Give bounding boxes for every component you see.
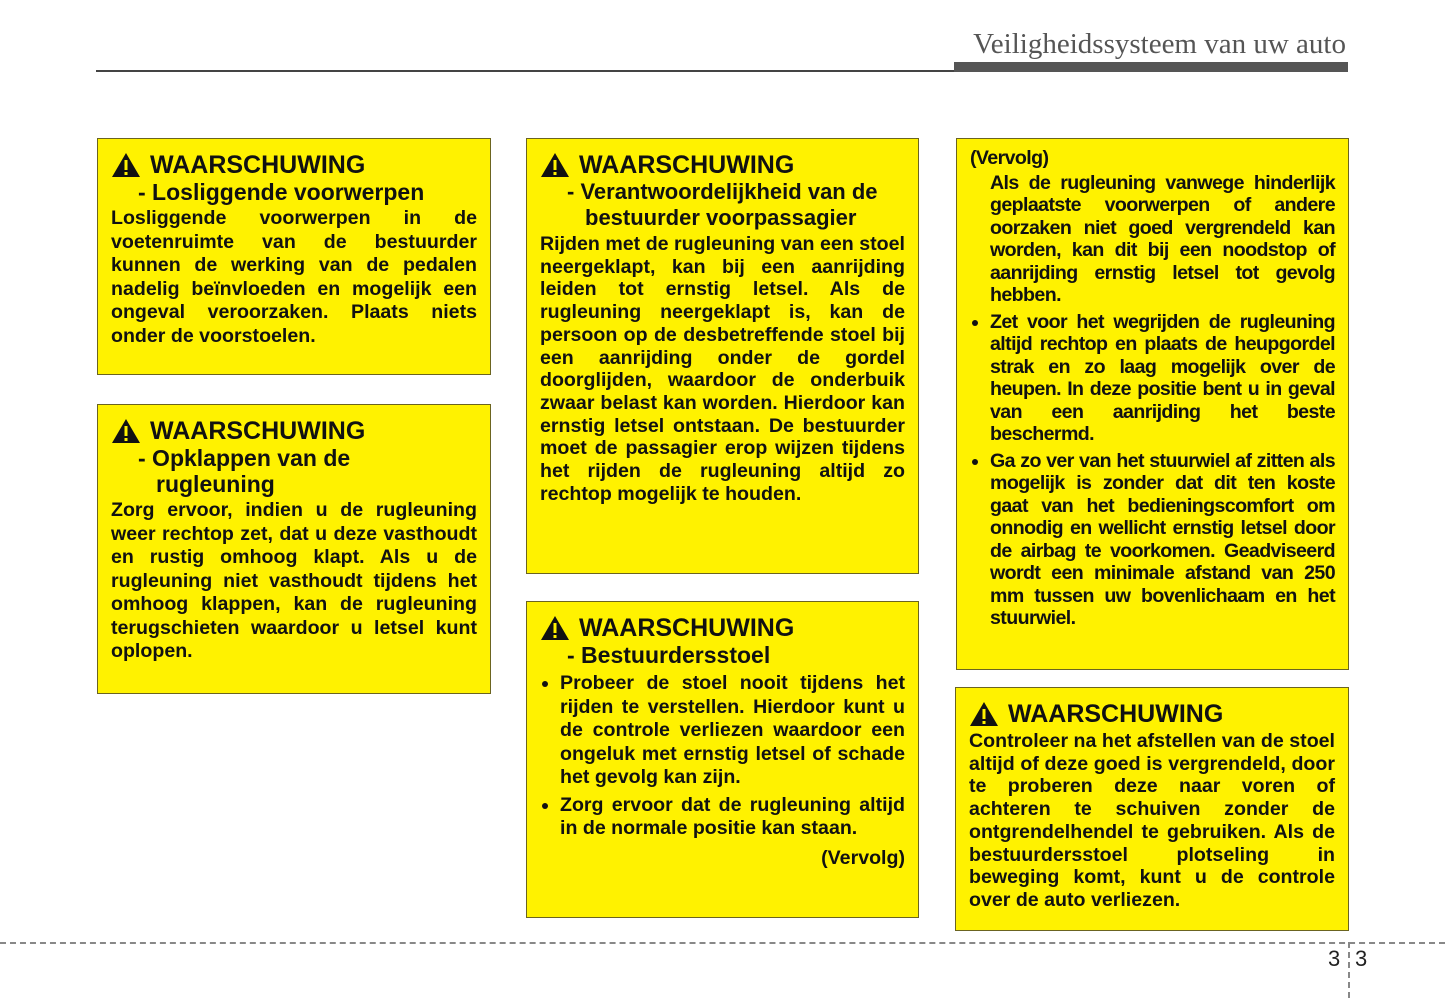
warning-triangle-icon bbox=[111, 418, 141, 444]
warning-subtitle: - Losliggende voorwerpen bbox=[138, 179, 425, 205]
warning-subtitle-2: rugleuning bbox=[156, 471, 275, 497]
page-number: 3 bbox=[1355, 946, 1368, 971]
chapter-number: 3 bbox=[1328, 946, 1341, 971]
warning-body: Losliggende voorwerpen in de voetenruimte van de bestuurder kunnen de werking van de pedalen nadelig beïnvloeden en mogelijk een ongeval veroorzaken. Plaats niets onder de voorstoelen. bbox=[111, 207, 477, 347]
heading-text: WAARSCHUWING bbox=[579, 151, 795, 179]
list-item: • Zet voor het wegrijden de rugleuning altijd rechtop en plaats de heupgordel strak en zo laag mogelijk over de heupen. In deze positie bent u in geval van een aanrijding het beste beschermd. bbox=[990, 311, 1335, 446]
footer-dashed-divider bbox=[1348, 942, 1350, 998]
list-item: • Probeer de stoel nooit tijdens het rijden te verstellen. Hierdoor kunt u de controle verliezen waardoor een ongeluk met ernstig letsel of schade het gevolg kan zijn. bbox=[560, 672, 905, 790]
warning-box-responsibility bbox=[526, 138, 919, 574]
list-item: • Ga zo ver van het stuurwiel af zitten als mogelijk is zonder dat dit ten koste gaat van het bedieningscomfort om onnodig en wellicht ernstig letsel door de airbag te voorkomen. Geadviseerd wordt een minimale afstand van 250 mm tussen uw bovenlichaam en het stuurwiel. bbox=[990, 450, 1335, 630]
warning-body: Zorg ervoor, indien u de rugleuning weer rechtop zet, dat u deze vasthoudt en rustig omhoog klapt. Als u de rugleuning niet vasthoudt tijdens het omhoog klappen, kan de rugleuning terugschieten waardoor u letsel kunt oplopen. bbox=[111, 499, 477, 662]
continued-label: (Vervolg) bbox=[821, 846, 905, 869]
warning-box-seat-lock bbox=[955, 687, 1349, 931]
warning-box-driver-seat bbox=[526, 601, 919, 918]
warning-heading bbox=[540, 151, 905, 179]
heading-text: WAARSCHUWING bbox=[150, 151, 366, 179]
warning-subtitle-2: bestuurder voorpassagier bbox=[585, 205, 857, 230]
warning-subtitle: - Opklappen van de bbox=[138, 445, 351, 471]
warning-subtitle: - Bestuurdersstoel bbox=[567, 642, 771, 668]
list-item: • Zorg ervoor dat de rugleuning altijd in de normale positie kan staan. bbox=[560, 794, 905, 841]
heading-text: WAARSCHUWING bbox=[1008, 700, 1224, 728]
warning-list bbox=[540, 672, 905, 841]
warning-box-loose-objects bbox=[97, 138, 491, 375]
footer-dashed-rule bbox=[0, 942, 1445, 944]
header-bar bbox=[954, 62, 1348, 72]
warning-triangle-icon bbox=[540, 615, 570, 641]
header-rule bbox=[96, 70, 954, 72]
section-title: Veiligheidssysteem van uw auto bbox=[973, 28, 1346, 60]
warning-heading bbox=[540, 614, 905, 642]
heading-text: WAARSCHUWING bbox=[150, 417, 366, 445]
warning-triangle-icon bbox=[111, 152, 141, 178]
warning-heading bbox=[111, 417, 477, 445]
warning-heading bbox=[111, 151, 477, 179]
warning-body: Rijden met de rugleuning van een stoel neergeklapt, kan bij een aanrijding leiden tot ernstig letsel. Als de rugleuning neergeklapt is, kan de persoon op de desbetreffende stoel bij een aanrijding onder de gordel doorglijden, waardoor de onderbuik zwaar belast kan worden. Hierdoor kan ernstig letsel ontstaan. De bestuurder moet de passagier erop wijzen tijdens het rijden de rugleuning altijd zo rechtop mogelijk te houden. bbox=[540, 233, 905, 505]
warning-box-continued bbox=[956, 138, 1349, 670]
warning-body: Controleer na het afstellen van de stoel altijd of deze goed is vergrendeld, door te proberen deze naar voren of achteren te schuiven zonder de ontgrendelhendel te gebruiken. Als de bestuurdersstoel plotseling in beweging komt, kunt u de controle over de auto verliezen. bbox=[969, 730, 1335, 911]
warning-subtitle: - Verantwoordelijkheid van de bbox=[567, 179, 878, 204]
warning-heading bbox=[969, 700, 1335, 728]
continued-label: (Vervolg) bbox=[970, 147, 1049, 169]
heading-text: WAARSCHUWING bbox=[579, 614, 795, 642]
warning-list bbox=[970, 311, 1335, 630]
warning-triangle-icon bbox=[540, 152, 570, 178]
warning-box-fold-backrest bbox=[97, 404, 491, 694]
warning-triangle-icon bbox=[969, 701, 999, 727]
warning-body: Als de rugleuning vanwege hinderlijk geplaatste voorwerpen of andere oorzaken niet goed vergrendeld kan worden, kan dit bij een noodstop of aanrijding ernstig letsel tot gevolg hebben. bbox=[990, 171, 1335, 306]
